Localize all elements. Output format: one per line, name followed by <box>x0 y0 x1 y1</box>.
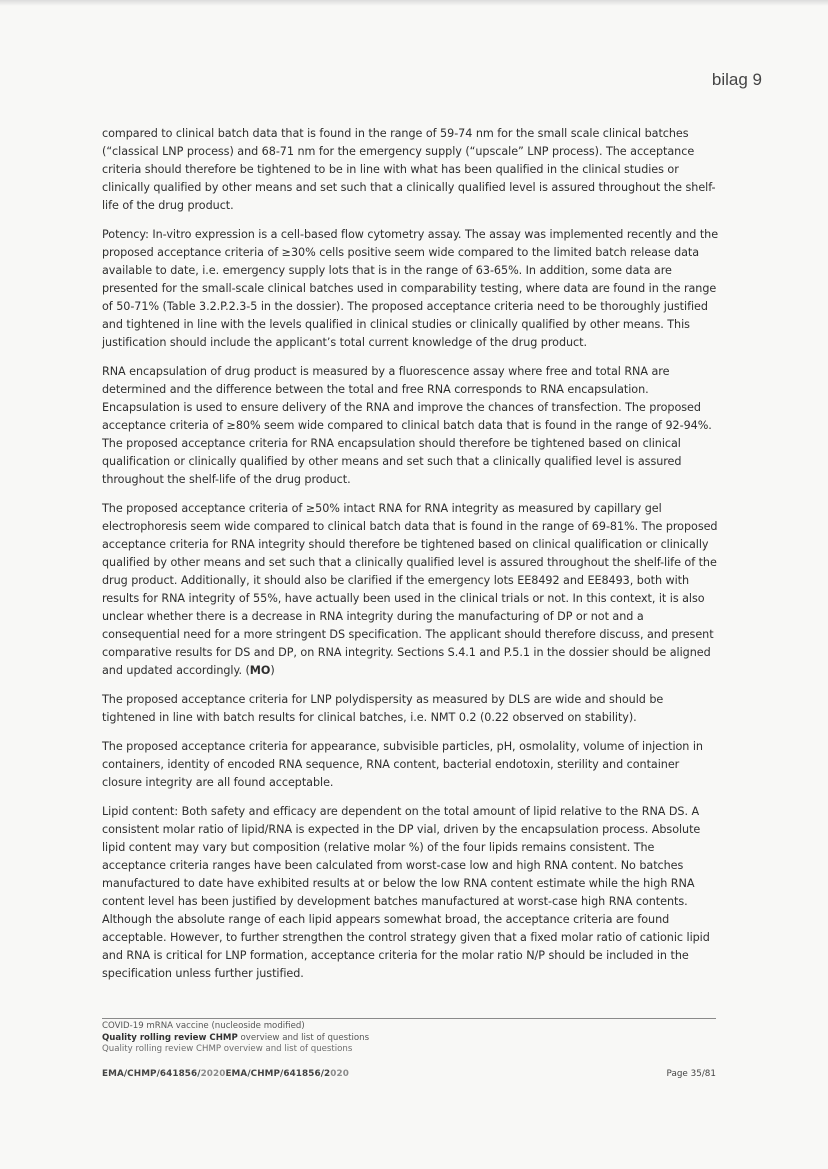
paragraph-polydispersity: The proposed acceptance criteria for LNP polydispersity as measured by DLS are wide and should be tightened in line with batch results for clinical batches, i.e. NMT 0.2 (0.22 observed on stability). <box>102 693 664 724</box>
footer <box>102 1021 716 1056</box>
footer-title <box>102 1033 716 1045</box>
paragraph-rna-integrity <box>102 500 720 680</box>
docref-part: 2 <box>324 1069 331 1079</box>
paragraph-lipid-content: Lipid content: Both safety and efficacy are dependent on the total amount of lipid relative to the RNA DS. A consistent molar ratio of lipid/RNA is expected in the DP vial, driven by the encapsulation process. Absolute lipid content may vary but composition (relative molar %) of the four lipids remains consistent. The acceptance criteria ranges have been calculated from worst-case low and high RNA content. No batches manufactured to date have exhibited results at or below the low RNA content estimate while the high RNA content level has been justified by development batches manufactured at worst-case high RNA contents. Although the absolute range of each lipid appears somewhat broad, the acceptance criteria are found acceptable. However, to further strengthen the control strategy given that a fixed molar ratio of cationic lipid and RNA is critical for LNP formation, acceptance criteria for the molar ratio N/P should be included in the specification unless further justified. <box>102 805 710 980</box>
rna-integrity-text: The proposed acceptance criteria of ≥50% intact RNA for RNA integrity as measured by capillary gel electrophoresis seem wide compared to clinical batch data that is found in the range of 69-81%. The proposed acceptance criteria for RNA integrity should therefore be tightened based on clinical qualification or clinically qualified by other means and set such that a clinically qualified level is assured throughout the shelf-life of the drug product. Additionally, it should also be clarified if the emergency lots EE8492 and EE8493, both with results for RNA integrity of 55%, have actually been used in the clinical trials or not. In this context, it is also unclear whether there is a decrease in RNA integrity during the manufacturing of DP or not and a consequential need for a more stringent DS specification. The applicant should therefore discuss, and present comparative results for DS and DP, on RNA integrity. Sections S.4.1 and P.5.1 in the dossier should be aligned and updated accordingly. ( <box>102 502 718 677</box>
paragraph-size-acceptance: compared to clinical batch data that is found in the range of 59-74 nm for the small scale clinical batches (“classical LNP process) and 68-71 nm for the emergency supply (“upscale” LNP process). The acceptance criteria should therefore be tightened to be in line with what has been qualified in the clinical studies or clinically qualified by other means and set such that a clinically qualified level is assured throughout the shelf-life of the drug product. <box>102 127 716 212</box>
docref-part: 020 <box>330 1069 349 1079</box>
major-objection-marker: MO <box>249 664 271 677</box>
marker-close: ) <box>270 664 275 677</box>
scan-top-edge <box>0 0 828 6</box>
footer-rule <box>102 1018 716 1019</box>
docref-part: 2020 <box>200 1069 226 1079</box>
annex-tag: bilag 9 <box>711 70 762 89</box>
footer-title-rest: overview and list of questions <box>237 1032 370 1043</box>
footer-title-duplicate: Quality rolling review CHMP overview and list of questions <box>102 1044 353 1054</box>
paragraph-rna-encapsulation: RNA encapsulation of drug product is measured by a fluorescence assay where free and total RNA are determined and the difference between the total and free RNA corresponds to RNA encapsulation. Encapsulation is used to ensure delivery of the RNA and improve the chances of transfection. The proposed acceptance criteria of ≥80% seem wide compared to clinical batch data that is found in the range of 92-94%. The proposed acceptance criteria for RNA encapsulation should therefore be tightened based on clinical qualification or clinically qualified by other means and set such that a clinically qualified level is assured throughout the shelf-life of the drug product. <box>102 365 712 486</box>
footer-title-bold: Quality rolling review CHMP <box>102 1032 238 1043</box>
docref-part: EMA/CHMP/641856/ <box>102 1069 201 1079</box>
docref-part: EMA/CHMP/641856/ <box>225 1069 325 1079</box>
footer-product: COVID-19 mRNA vaccine (nucleoside modified) <box>102 1021 305 1031</box>
document-body <box>102 125 720 994</box>
page-number: Page 35/81 <box>666 1069 716 1079</box>
document-reference <box>102 1069 349 1079</box>
paragraph-acceptable-criteria: The proposed acceptance criteria for appearance, subvisible particles, pH, osmolality, volume of injection in containers, identity of encoded RNA sequence, RNA content, bacterial endotoxin, sterility and container closure integrity are all found acceptable. <box>102 740 703 789</box>
paragraph-potency: Potency: In-vitro expression is a cell-based flow cytometry assay. The assay was implemented recently and the proposed acceptance criteria of ≥30% cells positive seem wide compared to the limited batch release data available to date, i.e. emergency supply lots that is in the range of 63-65%. In addition, some data are presented for the small-scale clinical batches used in comparability testing, where data are found in the range of 50-71% (Table 3.2.P.2.3-5 in the dossier). The proposed acceptance criteria need to be thoroughly justified and tightened in line with the levels qualified in clinical studies or clinically qualified by other means. This justification should include the applicant’s total current knowledge of the drug product. <box>102 228 719 349</box>
